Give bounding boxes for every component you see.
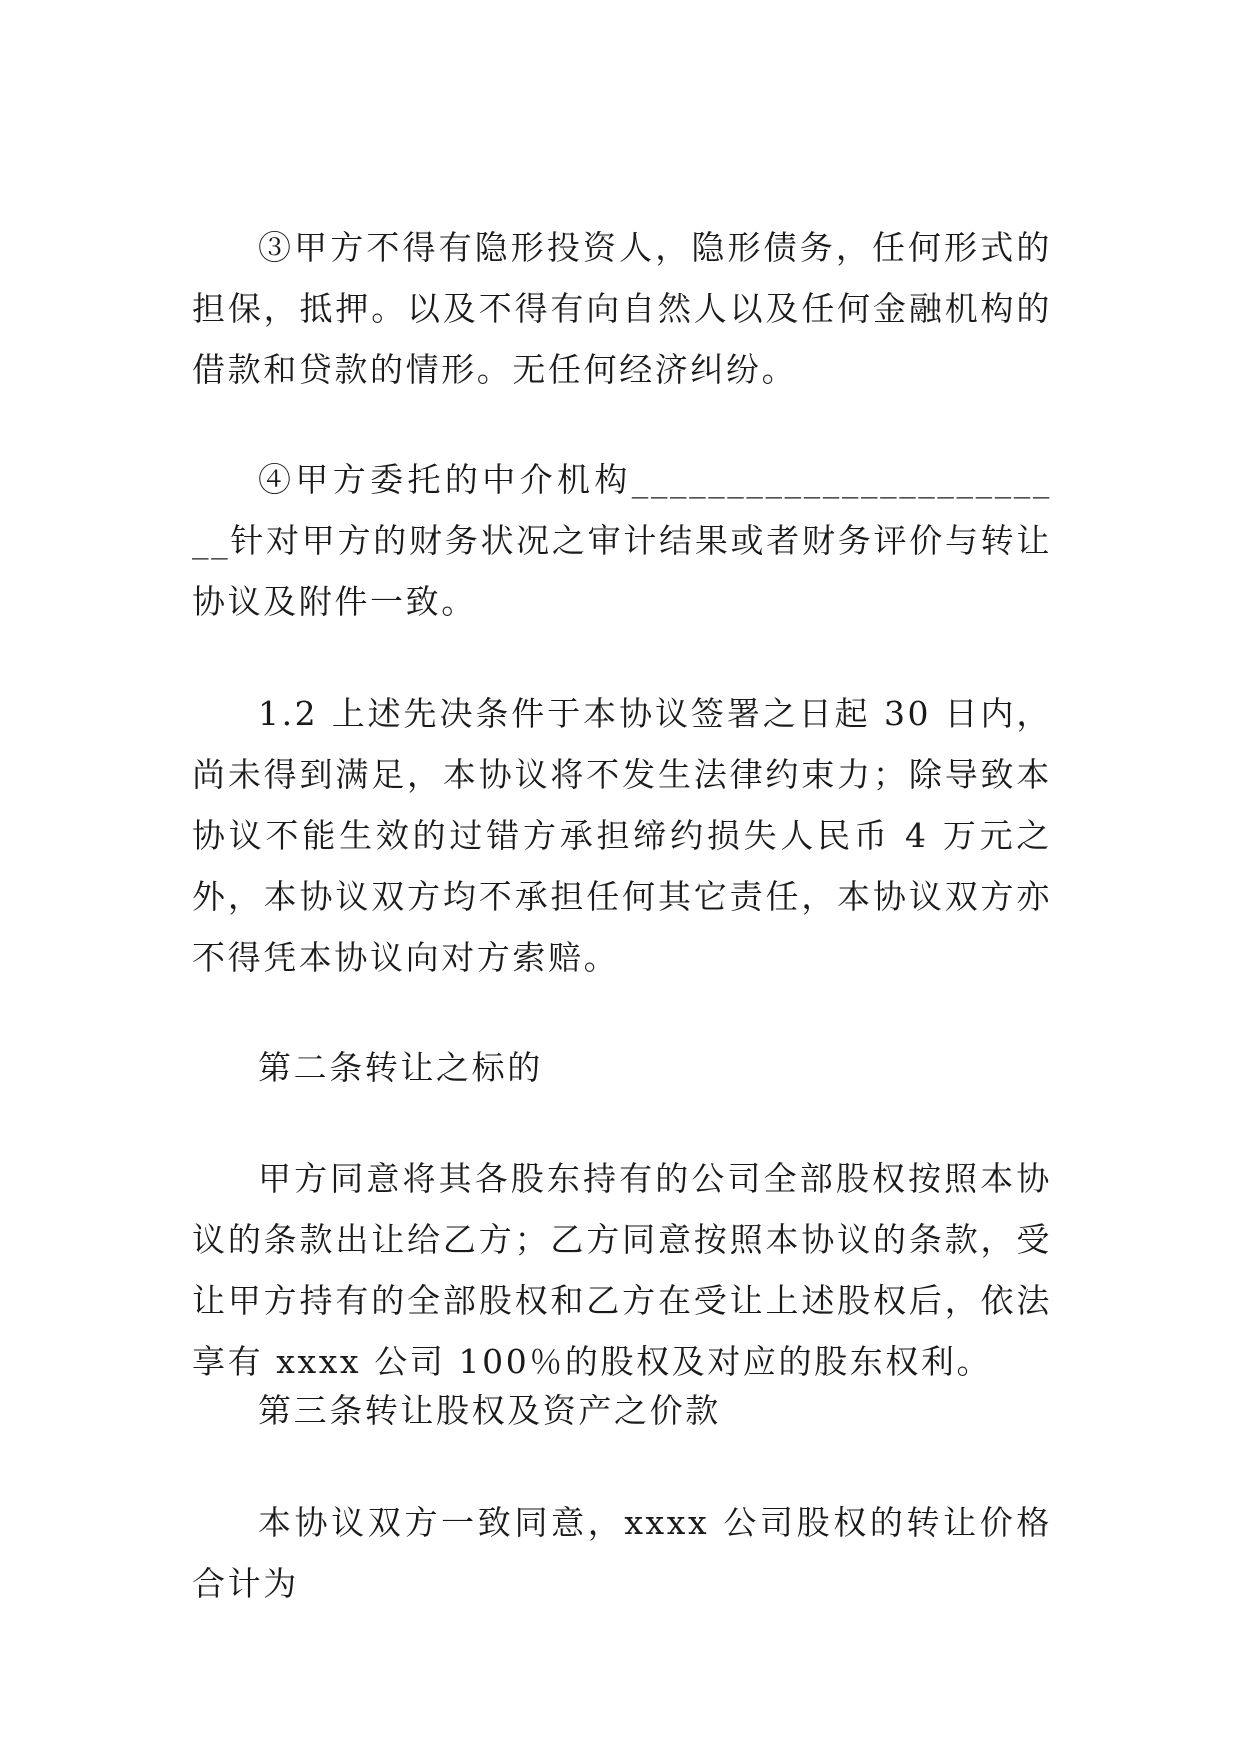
article-3-text: 本协议双方一致同意，xxxx 公司股权的转让价格合计为 (192, 1503, 1052, 1603)
paragraph-condition-3: ③甲方不得有隐形投资人，隐形债务，任何形式的担保，抵押。以及不得有向自然人以及任何金融机构的借款和贷款的情形。无任何经济纠纷。 (192, 228, 1052, 389)
article-2-text: 甲方同意将其各股东持有的公司全部股权按照本协议的条款出让给乙方；乙方同意按照本协议的条款，受让甲方持有的全部股权和乙方在受让上述股权后，依法享有 xxxx 公司 100％的股权及对应的股东权利。 (192, 1159, 1052, 1381)
article-2-heading: 第二条转让之标的 (258, 1048, 543, 1087)
article-3-heading: 第三条转让股权及资产之价款 (258, 1391, 721, 1430)
paragraph-condition-4: ④甲方委托的中介机构________________________针对甲方的财务状况之审计结果或者财务评价与转让协议及附件一致。 (192, 460, 1052, 621)
paragraph-clause-1-2: 1.2 上述先决条件于本协议签署之日起 30 日内，尚未得到满足，本协议将不发生法律约束力；除导致本协议不能生效的过错方承担缔约损失人民币 4 万元之外，本协议双方均不承担任何其它责任，本协议双方亦不得凭本协议向对方索赔。 (192, 694, 1052, 977)
